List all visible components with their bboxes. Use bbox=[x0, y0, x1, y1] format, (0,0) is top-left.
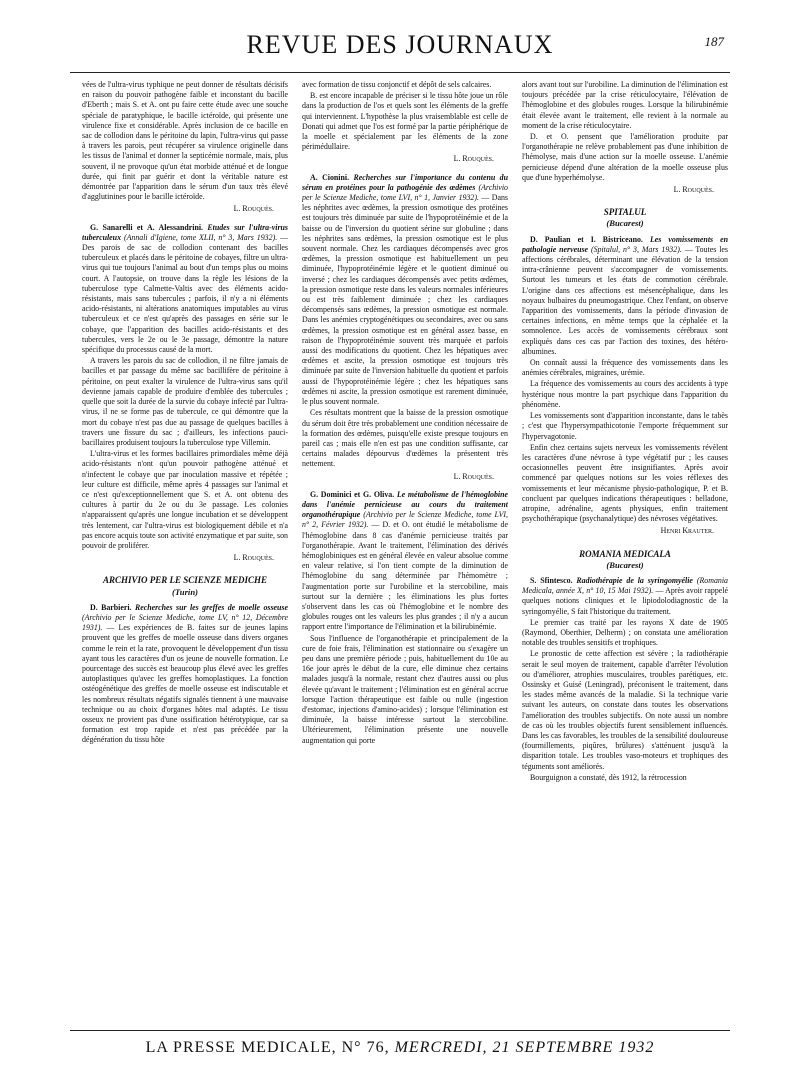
article-title: Le métabolisme de l'hémoglobine dans l'anémie pernicieuse au cours du traitement organothérapique bbox=[302, 489, 508, 520]
article-reference: (Romania Medicala, année X, n° 10, 15 Mai 1932). bbox=[522, 575, 728, 596]
paragraph: alors avant tout sur l'urobiline. La diminution de l'élimination est toujours précédée par la crise réticulocytaire, l'élévation de l'hémoglobine et des globules rouges. Lorsque la bilirubinémie était élevée avant le traitement, elle revient à la normale au moment de la crise réticulocytaire. bbox=[522, 80, 728, 130]
article-reference: (Annali d'Igiene, tome XLII, n° 3, Mars 1932). bbox=[123, 232, 278, 242]
journal-name: ROMANIA MEDICALA bbox=[579, 548, 671, 559]
paragraph: avec formation de tissu conjonctif et dépôt de sels calcaires. bbox=[302, 80, 492, 89]
article-authors: G. Dominici et G. Oliva. bbox=[310, 489, 395, 499]
footer-date: MERCREDI, 21 SEPTEMBRE 1932 bbox=[394, 1039, 655, 1056]
page-header bbox=[70, 30, 730, 73]
page-footer bbox=[70, 1030, 730, 1067]
signature: L. Rouquès. bbox=[233, 204, 274, 214]
paragraph: vées de l'ultra-virus typhique ne peut donner de résultats décisifs en raison du pouvoir pathogène faible et inconstant du bacille d'Eberth ; mais S. et A. ont pu faire cette étude avec une souche spéciale de paratyphique, le bacille ictéroïde, qui présente une virulence fixe et considérable. Après inclusion de ce bacille en sac de collodion dans le péritoine du lapin, l'ultra-virus qui passe à travers les parois, peut récupérer sa virulence originelle dans les tissus de l'animal et donner la septicémie normale, mais, plus souvent, il ne provoque qu'un état morbide atténué et de longue durée, qui finit par guérir et dont la véritable nature est démontrée par l'apparition dans le sérum d'un taux très élevé d'agglutinines pour le bacille ictéroïde. bbox=[82, 80, 288, 202]
column-1 bbox=[82, 80, 288, 1020]
paragraph: Sous l'influence de l'organothérapie et principalement de la cure de foie frais, l'élimination est stationnaire ou s'exagère un peu dans une première période ; puis, habituellement du 10e au 16e jour après le début de la cure, elle diminue chez certains malades jusqu'à la normale, restant chez d'autres aussi ou plus élevée qu'avant le traitement ; l'élimination est en général accrue lorsque l'action thérapeutique est faible ou nulle (ingestion d'estomac, injections d'amino-acides) ; lorsque l'élimination est diminuée, la baisse intéresse surtout la stercobiline. Ultérieurement, l'élimination présente une nouvelle augmentation qui porte bbox=[302, 633, 508, 745]
article-authors: D. Paulian et I. Bistriceano. bbox=[530, 234, 643, 244]
article-title: Etudes sur l'ultra-virus tuberculeux bbox=[82, 222, 288, 242]
paragraph: Bourguignon a constaté, dès 1912, la rétrocession bbox=[530, 772, 687, 782]
article-reference: (Archivio per le Scienze Mediche, tome LV, n° 12, Décembre 1931). bbox=[82, 612, 288, 633]
journal-city: (Bucarest) bbox=[606, 559, 644, 570]
journal-city: (Bucarest) bbox=[606, 218, 644, 229]
article-reference: (Archivio per le Scienze Mediche, tome LVI, n° 2, Février 1932). bbox=[302, 510, 508, 530]
paragraph: Ces résultats montrent que la baisse de la pression osmotique du sérum doit être très probablement une condition nécessaire de la formation des œdèmes, puisqu'elle existe presque toujours en pareil cas ; mais elle n'en est pas une condition suffisante, car certains malades dépourvus d'œdèmes la présentent très nettement. bbox=[302, 408, 508, 469]
article-reference: (Spitalul, n° 3, Mars 1932). bbox=[590, 244, 682, 254]
article-columns bbox=[82, 80, 728, 1020]
article-barbieri bbox=[82, 603, 288, 746]
paragraph: D. et O. pensent que l'amélioration produite par l'organothérapie ne relève probablement pas d'une inhibition de l'hémolyse, mais d'une action sur la moelle osseuse. L'anémie pernicieuse dépend d'une altération de la moelle osseuse plus que d'une hyperhémolyse. bbox=[522, 132, 728, 182]
article-text: — Toutes les affections cérébrales, déterminant une élévation de la tension intra-crânienne peuvent s'accompagner de vomissements. Surtout les tumeurs et les états de commotion cérébrale. L'origine dans ces affections est mésencéphalique, dans les noyaux bulbaires du pneumogastrique. Chez l'enfant, on observe l'apparition des vomissements, dans la période d'invasion de certaines infections, en même temps que la céphalée et la somnolence. Les accès de vomissements cérébraux sont expliqués dans ces cas par l'action des toxines, des hétéro-albumines. bbox=[522, 244, 728, 356]
paragraph: Enfin chez certains sujets nerveux les vomissements révèlent les caractères d'une névrose à type végétatif pur ; les causes occasionnelles peuvent être insignifiantes. Après avoir commencé par quelques notions sur les voies réflexes des vomissements et leur mécanisme physio-pathologique, P. et B. concluent par quelques indications thérapeutiques : belladone, atropine, adrénaline, agents physiques, enfin traitement psychothérapique (psychanalytique) des névroses végétatives. bbox=[522, 442, 728, 524]
article-title: Les vomissements en pathologie nerveuse bbox=[522, 234, 728, 254]
signature: L. Rouquès. bbox=[233, 553, 274, 563]
page-number: 187 bbox=[704, 34, 724, 49]
journal-section-title: REVUE DES JOURNAUX bbox=[246, 30, 554, 59]
article-title: Recherches sur les greffes de moelle osseuse bbox=[134, 602, 288, 612]
article-text: — Les expériences de B. faites sur de jeunes lapins prouvent que les greffes de moelle osseuse dans divers organes comme le rein et la rate, provoquent le développement d'un tissu ayant tous les caractères d'un os jeune de nouvelle formation. Le pourcentage des succès est beaucoup plus élevé avec les greffes autoplastiques qu'avec les greffes homoplastiques. La fonction ostéogénétique des greffes de moelle osseuse est indiscutable et les nombreux résultats négatifs signalés tiennent à une mauvaise technique ou au choix d'organes hôtes mal adaptés. Le tissu osseux ne provient pas d'une ossification hétérotypique, car sa formation est trop rapide et n'est pas précédée par la dégénération du tissu hôte bbox=[82, 623, 288, 745]
footer-text bbox=[70, 1039, 730, 1057]
article-sanarelli bbox=[82, 223, 288, 356]
article-paulian bbox=[522, 235, 728, 357]
footer-journal: LA PRESSE MEDICALE, N° 76, bbox=[145, 1039, 390, 1056]
article-dominici bbox=[302, 490, 508, 633]
paragraph: A travers les parois du sac de collodion, il ne filtre jamais de bacilles et par passage du même sac bacillifère de péritoine à péritoine, on peut exalter la virulence de l'ultra-virus sans qu'il devienne jamais capable de produire d'emblée des tubercules ; quelle que soit la durée de la survie du cobaye infecté par l'ultra-virus, il ne se forme pas de tubercule, ce qui démontre que la mort du cobaye n'est pas due au passage de quelques bacilles à travers une fissure du sac ; d'ailleurs, les infections pauci-bacillaires produisent toujours la tuberculose type Villemin. bbox=[82, 356, 288, 447]
article-authors: S. Sfintesco. bbox=[530, 575, 573, 585]
journal-name: SPITALUL bbox=[603, 207, 647, 218]
article-text: — Dans les néphrites avec œdèmes, la pression osmotique des protéines est toujours très diminuée par suite de l'hypoprotéinémie et de la baisse ou de l'inversion du quotient sérine sur globuline ; dans les néphrites sans œdèmes, la pression osmotique est le plus souvent normale. Chez les cardiaques décompensés avec gros œdèmes, la pression osmotique est habituellement un peu diminuée, l'hypoprotéinémie légère et le quotient diminué ou inversé ; chez les cardiaques décompensés avec petits œdèmes, la pression osmotique reste dans les valeurs normales inférieures ou est très faiblement diminuée ; chez les cardiaques décompensés sans œdèmes, la pression osmotique est normale. Dans les anémies cryptogénétiques ou secondaires, avec ou sans œdèmes, la pression osmotique est en général assez basse, en raison de l'hypoprotéinémie souvent très marquée et parfois aussi des modifications du quotient. Chez les hépatiques avec œdèmes et ascite, la pression osmotique est toujours très diminuée par suite de l'inversion habituelle du quotient et parfois aussi de l'hypoprotéinémie légère ; chez les hépatiques sans œdèmes ni ascite, la pression osmotique est rarement diminuée, le plus souvent normale. bbox=[302, 193, 508, 407]
paragraph: La fréquence des vomissements au cours des accidents à type hystérique nous montre la part psychique dans l'apparition du phénomène. bbox=[522, 379, 728, 409]
paragraph: B. est encore incapable de préciser si le tissu hôte joue un rôle dans la production de l'os et quels sont les éléments de la greffe qui interviennent. L'hypothèse la plus vraisemblable est celle de Donati qui admet que l'os est formé par la partie périphérique de la moelle et spécialement par les éléments de la zone périmédullaire. bbox=[302, 91, 508, 152]
article-reference: (Archivio per le Scienze Mediche, tome LVI, n° 1, Janvier 1932). bbox=[302, 182, 508, 203]
article-title: Recherches sur l'importance du contenu du sérum en protéines pour la pathogénie des œdèmes bbox=[302, 172, 508, 192]
article-cionini bbox=[302, 173, 508, 408]
paragraph: Le pronostic de cette affection est sévère ; la radiothérapie serait le seul moyen de traitement, capable d'arrêter l'évolution ou d'améliorer, atrophies musculaires, troubles parétiques, etc. Ossinsky et Guisé (Leningrad), préconisent le traitement, dans les stades même avancés de la maladie. Si la technique varie suivant les auteurs, on constate dans toutes les observations l'amélioration des troubles subjectifs. On note aussi un nombre de cas où les troubles objectifs furent sensiblement influencés. Dans les cas favorables, les troubles de la sensibilité douloureuse (fourmillements, piqûres, brûlures) s'atténuent jusqu'à la disparition totale. Les troubles vaso-moteurs et trophiques des téguments sont améliorés. bbox=[522, 649, 728, 771]
paragraph: Les vomissements sont d'apparition inconstante, dans le tabès ; c'est que l'hypersympathicotonie l'emporte fréquemment sur l'hypervagotonie. bbox=[522, 411, 728, 441]
signature: L. Rouquès. bbox=[673, 185, 714, 195]
signature: L. Rouquès. bbox=[453, 471, 494, 481]
article-title: Radiothérapie de la syringomyélie bbox=[576, 575, 693, 585]
paragraph: L'ultra-virus et les formes bacillaires primordiales même déjà acido-résistants n'ont qu'un pouvoir pathogène atténué et n'infectent le cobaye que par inoculation massive et répétée ; leur culture est difficile, même après 4 passages sur l'animal et ce n'est qu'exceptionnellement que S. et A. ont obtenu des cultures à partir du 2e ou du 3e passage. Les colonies n'apparaissent qu'après une longue incubation et se développent très lentement, car l'ultra-virus est biologiquement débile et n'a pas encore acquis toute son activité enzymatique et par suite, son pouvoir de proliférer. bbox=[82, 449, 288, 550]
signature: L. Rouquès. bbox=[453, 154, 494, 164]
paragraph: On connaît aussi la fréquence des vomissements dans les anémies cérébrales, migraines, urémie. bbox=[522, 358, 728, 378]
article-text: — Des parois de sac de collodion contenant des bacilles tuberculeux et placés dans le péritoine de cobayes, filtre un ultra-virus qui tue toujours l'animal au bout d'un temps plus ou moins court. A l'autopsie, on trouve dans la règle les lésions de la tuberculose type Calmette-Valtis avec des éléments acido-résistants, mais sans tubercules ; parfois, il n'y a ni éléments acido-résistants, ni altérations anatomiques imputables au virus tuberculeux et ce n'est qu'après des passages en série sur le cobaye, que l'apparition des bacilles acido-résistants et des tubercules, vers le 2e ou le 3e passage, démontre la nature spécifique du processus causé de la mort. bbox=[82, 232, 288, 355]
article-authors: G. Sanarelli et A. Alessandrini. bbox=[90, 222, 204, 232]
article-text: — Après avoir rappelé quelques notions cliniques et le lipiodolodiagnostic de la syringomyélie, S fait l'historique du traitement. bbox=[522, 586, 728, 616]
signature: Henri Krauter. bbox=[660, 526, 714, 536]
column-2 bbox=[302, 80, 508, 1020]
article-sfintesco bbox=[522, 576, 728, 617]
article-authors: A. Cionini. bbox=[310, 172, 350, 182]
article-text: — D. et O. ont étudié le métabolisme de l'hémoglobine dans 8 cas d'anémie pernicieuse traités par l'organothérapie. Avant le traitement, l'élimination des dérivés hémoglobiniques est en général élevée en valeur absolue comme en valeur relative, si l'on tient compte de la diminution de l'hémoglobine du sang déterminée par l'hémomètre ; l'augmentation porte sur l'urobiline et la stercobiline, mais surtout sur la dernière ; les éliminations les plus fortes s'observent dans les cas où l'hémoglobine et le nombre des globules rouges ont les valeurs les plus grandes ; il n'y a aucun rapport entre l'importance de l'élimination et la bilirubinémie. bbox=[302, 520, 508, 632]
journal-name: ARCHIVIO PER LE SCIENZE MEDICHE bbox=[102, 575, 268, 586]
journal-city: (Turin) bbox=[172, 586, 198, 597]
paragraph: Le premier cas traité par les rayons X date de 1905 (Raymond, Oberthier, Delherm) ; on constata une amélioration notable des troubles sensitifs et trophiques. bbox=[522, 617, 728, 648]
column-3 bbox=[522, 80, 728, 1020]
article-authors: D. Barbieri. bbox=[90, 602, 132, 612]
